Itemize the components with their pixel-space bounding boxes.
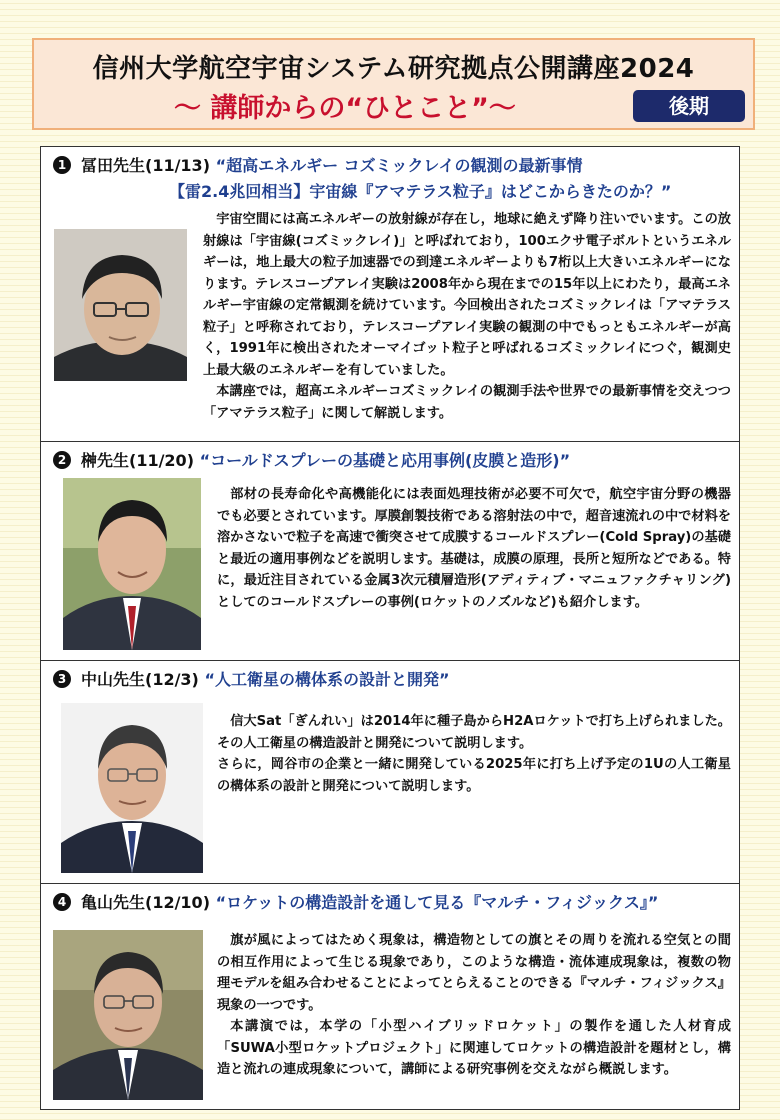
lecture-section-2 bbox=[41, 442, 739, 661]
lecturer-name: 亀山先生(12/10) bbox=[81, 893, 211, 912]
paragraph: 本講演では，本学の「小型ハイブリッドロケット」の製作を通した人材育成「SUWA小型ロケットプロジェクト」に関連してロケットの構造設計を題材とし，構造と流れの連成現象について，講師による研究事例を交えながら概説します。 bbox=[217, 1019, 731, 1077]
lecture-title: “人工衛星の構体系の設計と開発” bbox=[204, 670, 450, 689]
header-banner bbox=[32, 38, 755, 130]
lecture-number: 2 bbox=[53, 451, 71, 469]
paragraph: さらに，岡谷市の企業と一緒に開発している2025年に打ち上げ予定の1Uの人工衛星の構体系の設計と開発について説明します。 bbox=[217, 757, 731, 794]
lecturer-name: 榊先生(11/20) bbox=[81, 451, 195, 470]
lecture-number: 3 bbox=[53, 670, 71, 688]
lecture-subtitle: 【雷2.4兆回相当】宇宙線『アマテラス粒子』はどこからきたのか？” bbox=[169, 182, 672, 201]
lecturer-photo bbox=[53, 930, 203, 1100]
lecture-number: 4 bbox=[53, 893, 71, 911]
lecturer-name: 冨田先生(11/13) bbox=[81, 156, 211, 175]
lecturer-photo bbox=[61, 703, 203, 873]
lecture-title: “コールドスプレーの基礎と応用事例(皮膜と造形)” bbox=[199, 451, 571, 470]
lecture-description bbox=[217, 484, 731, 613]
lecturer-name: 中山先生(12/3) bbox=[81, 670, 199, 689]
lecture-heading bbox=[53, 667, 450, 690]
lecturer-photo bbox=[54, 229, 187, 381]
paragraph: 部材の長寿命化や高機能化には表面処理技術が必要不可欠で，航空宇宙分野の機器でも必要とされています。厚膜創製技術である溶射法の中で，超音速流れの中で材料を溶かさないで粒子を高速で衝突させて成膜するコールドスプレー(Cold Spray)の基礎と最近の適用事例などを説明します。基礎は，成膜の原理，長所と短所などである。特に，最近注目されている金属3次元積層造形(アディティブ・マニュファクチャリング)としてのコールドスプレーの事例(ロケットのノズルなど)も紹介します。 bbox=[217, 487, 731, 610]
lecture-title: “ロケットの構造設計を通して見る『マルチ・フィジックス』” bbox=[215, 893, 659, 912]
lecture-number: 1 bbox=[53, 156, 71, 174]
term-badge: 後期 bbox=[633, 90, 745, 122]
lecture-title: “超高エネルギー コズミックレイの観測の最新事情 bbox=[215, 156, 583, 175]
lecture-description bbox=[217, 930, 731, 1081]
paragraph: 旗が風によってはためく現象は，構造物としての旗とその周りを流れる空気との間の相互作用によって生じる現象であり，このような構造・流体連成現象は，複数の物理モデルを組み合わせることによってとらえることのできる『マルチ・フィジックス』現象の一つです。 bbox=[217, 933, 731, 1013]
lecture-section-3 bbox=[41, 661, 739, 884]
lecture-heading bbox=[53, 890, 658, 913]
lecturer-photo bbox=[63, 478, 201, 650]
page-subtitle: 〜 講師からの“ひとこと”〜 bbox=[174, 93, 516, 124]
lecture-description bbox=[203, 209, 731, 424]
lecture-section-1 bbox=[41, 147, 739, 442]
paragraph: 信大Sat「ぎんれい」は2014年に種子島からH2Aロケットで打ち上げられました。その人工衛星の構造設計と開発について説明します。 bbox=[217, 714, 731, 751]
page-title: 信州大学航空宇宙システム研究拠点公開講座2024 bbox=[92, 54, 695, 84]
lecture-section-4 bbox=[41, 884, 739, 1109]
lecture-heading bbox=[53, 448, 570, 471]
paragraph: 本講座では，超高エネルギーコズミックレイの観測手法や世界での最新事情を交えつつ「アマテラス粒子」に関して解説します。 bbox=[203, 384, 731, 421]
lecture-list bbox=[40, 146, 740, 1110]
lecture-description bbox=[217, 711, 731, 797]
paragraph: 宇宙空間には高エネルギーの放射線が存在し，地球に絶えず降り注いでいます。この放射線は「宇宙線(コズミックレイ)」と呼ばれており，100エクサ電子ボルトというエネルギーは，地上最大の粒子加速器での到達エネルギーよりも7桁以上大きいエネルギーになります。テレスコープアレイ実験は2008年から現在までの15年以上にわたり，最高エネルギー宇宙線の定常観測を続けています。今回検出されたコズミックレイは「アマテラス粒子」と呼称されており，テレスコープアレイ実験の観測の中でもっともエネルギーが高く，1991年に検出されたオーマイゴット粒子と呼ばれるコズミックレイにつぐ，観測史上最大級のエネルギーを有していました。 bbox=[203, 212, 731, 378]
lecture-heading bbox=[53, 153, 583, 176]
